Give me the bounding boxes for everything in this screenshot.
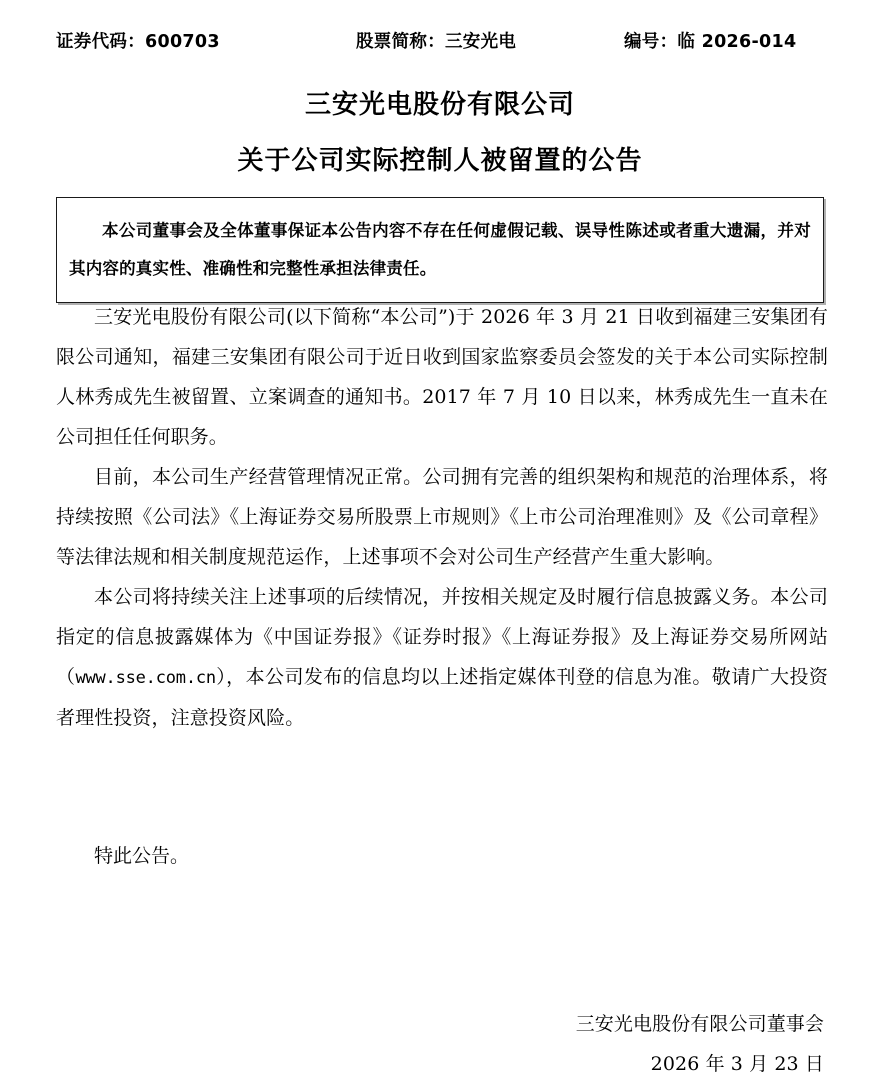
closing-statement: 特此公告。 [94,845,190,867]
body-paragraph-3-lead: 本公司将持续关注上述事项的后续情况，并按相关规定及时履行信息披露义务。本公司指定的信息披露媒体为《中国证券报》《证券时报》《上海证券报》及上海证券交易所网站（ [56,586,828,688]
body-paragraph-2: 目前，本公司生产经营管理情况正常。公司拥有完善的组织架构和规范的治理体系，将持续按照《公司法》《上海证券交易所股票上市规则》《上市公司治理准则》及《公司章程》等法律法规和相关制度规范运作，上述事项不会对公司生产经营产生重大影响。 [56,466,828,568]
body-paragraph-3-tail: ），本公司发布的信息均以上述指定媒体刊登的信息为准。敬请广大投资者理性投资，注意投资风险。 [56,666,829,729]
company-name-title: 三安光电股份有限公司 [304,90,575,120]
stock-abbreviation: 股票简称：三安光电 [356,32,517,52]
page-title: 关于公司实际控制人被留置的公告 [237,146,643,176]
body-paragraph-1: 三安光电股份有限公司(以下简称“本公司”)于 2026 年 3 月 21 日收到福建三安集团有限公司通知，福建三安集团有限公司于近日收到国家监察委员会签发的关于本公司实际控制人林秀成先生被留置、立案调查的通知书。2017 年 7 月 10 日以来，林秀成先生一直未在公司担任任何职务。 [56,306,828,448]
signature-block [56,1004,828,1084]
disclaimer-box [56,197,824,303]
security-code: 证券代码：600703 [56,32,220,52]
document-header [56,28,824,53]
body-paragraph-3 [56,577,828,738]
signature-date: 2026 年 3 月 23 日 [650,1053,824,1075]
signer-name: 三安光电股份有限公司董事会 [575,1013,824,1035]
disclaimer-text: 本公司董事会及全体董事保证本公告内容不存在任何虚假记载、误导性陈述或者重大遗漏，并对其内容的真实性、准确性和完整性承担法律责任。 [69,221,811,278]
announcement-body [56,297,828,738]
announcement-number: 编号：临 2026-014 [624,32,797,52]
sse-website-url: www.sse.com.cn [75,668,216,688]
